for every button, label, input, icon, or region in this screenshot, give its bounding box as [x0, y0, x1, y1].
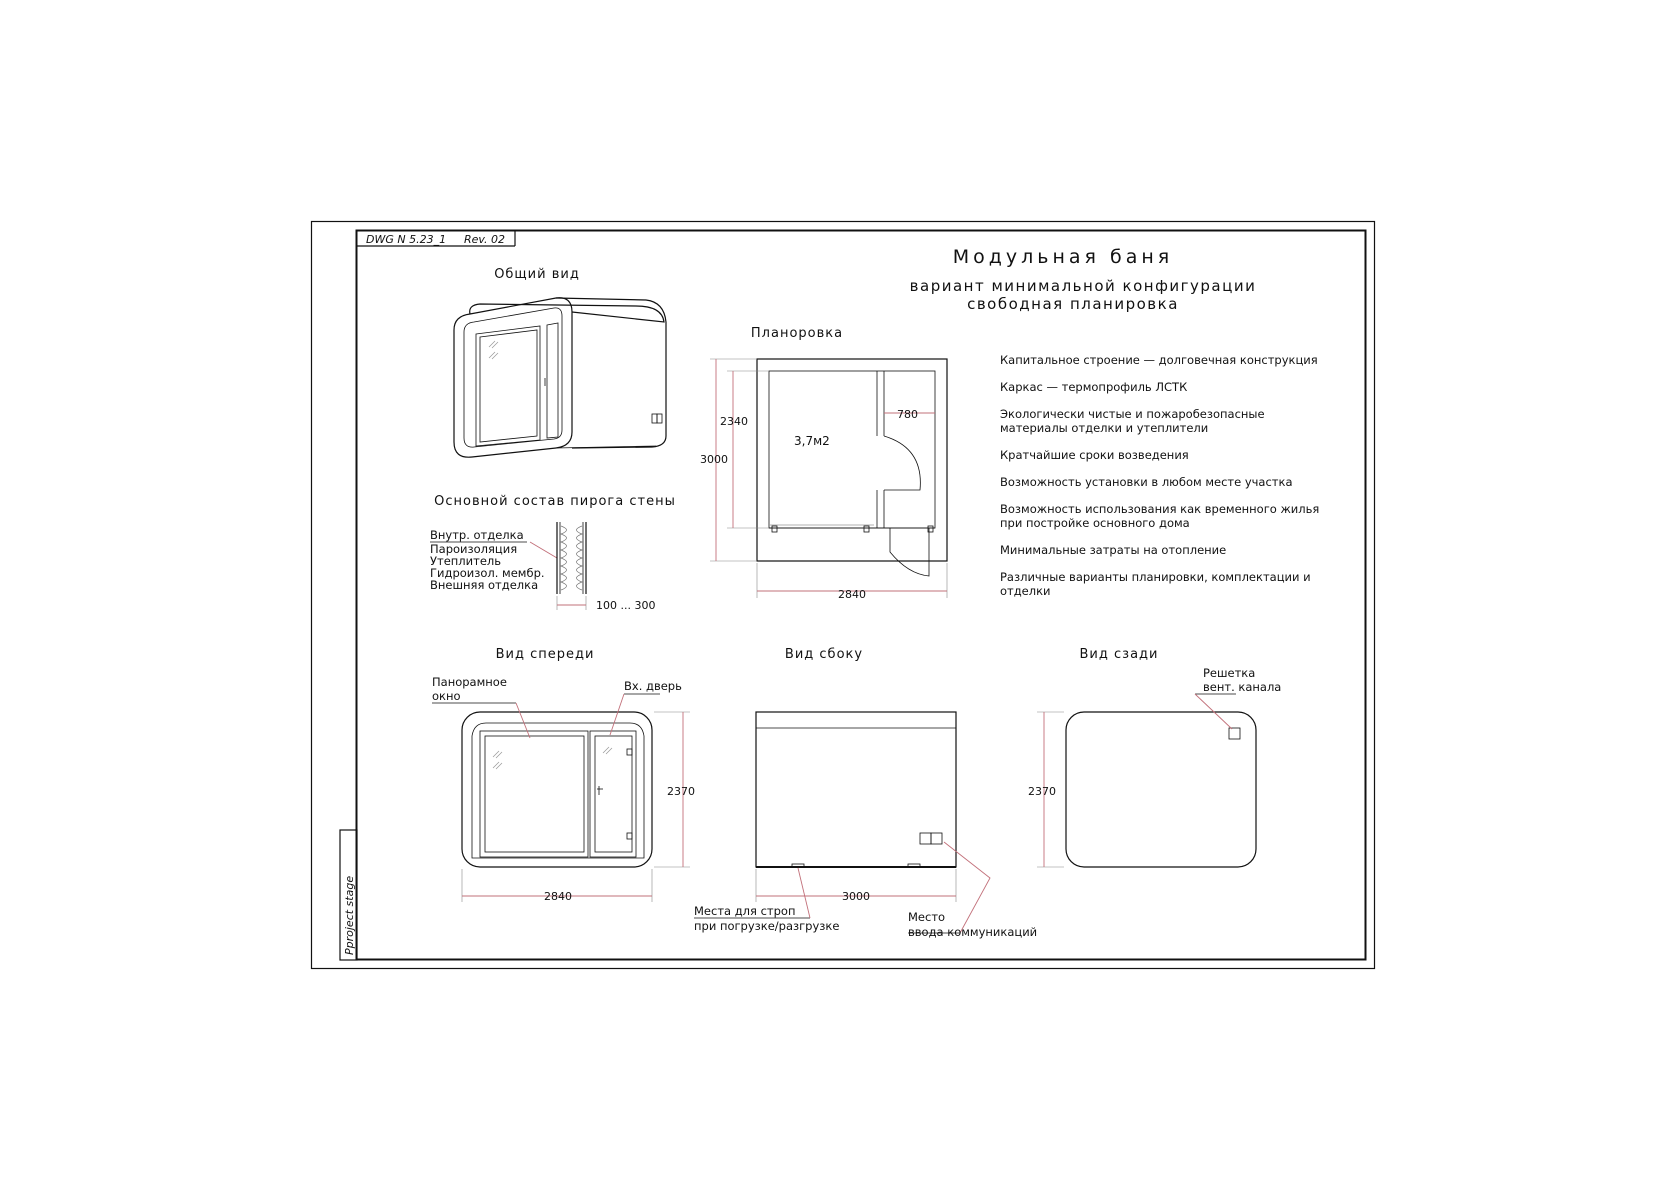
side-view-label: Вид сбоку — [784, 647, 864, 662]
feature-8-line-2: отделки — [1000, 584, 1051, 598]
general-view-label: Общий вид — [494, 267, 580, 282]
vent-grille-label-2: вент. канала — [1203, 680, 1282, 694]
wall-layer-1: Внутр. отделка — [430, 528, 524, 542]
wall-composition-label: Основной состав пирога стены — [434, 494, 676, 509]
subtitle-line-2: свободная планировка — [967, 295, 1179, 313]
slings-label-2: при погрузке/разгрузке — [694, 919, 840, 933]
page-title: Модульная баня — [952, 246, 1174, 268]
plan-label: Планоровка — [750, 326, 844, 341]
plan-area: 3,7м2 — [794, 434, 830, 448]
feature-7: Минимальные затраты на отопление — [1000, 543, 1227, 557]
plan-dim-height: 2340 — [720, 415, 748, 428]
feature-3-line-2: материалы отделки и утеплители — [1000, 421, 1209, 435]
utility-entry-label-1: Место — [908, 910, 946, 924]
front-dim-width: 2840 — [544, 890, 572, 903]
dwg-number: DWG N 5.23_1 — [366, 233, 447, 246]
plan-dim-width: 2840 — [838, 588, 866, 601]
front-view-label: Вид спереди — [495, 647, 595, 662]
stage-stamp — [340, 830, 357, 960]
wall-layer-2: Пароизоляция — [430, 542, 518, 556]
back-view-label: Вид сзади — [1079, 647, 1159, 662]
plan-dim-door: 780 — [897, 408, 918, 421]
features-list — [1000, 353, 1319, 598]
wall-layer-4: Гидроизол. мембр. — [430, 566, 545, 580]
front-view-drawing — [432, 694, 690, 902]
slings-label-1: Места для строп — [694, 904, 796, 918]
feature-5: Возможность установки в любом месте участка — [1000, 475, 1293, 489]
feature-8-line-1: Различные варианты планировки, комплектации и — [1000, 570, 1311, 584]
front-dim-height: 2370 — [667, 785, 695, 798]
utility-entry-label-2: ввода коммуникаций — [908, 925, 1038, 939]
plan-dim-total: 3000 — [700, 453, 728, 466]
entrance-door-label: Вх. дверь — [624, 679, 682, 693]
back-view-drawing — [1037, 694, 1256, 867]
wall-layer-5: Внешняя отделка — [430, 578, 539, 592]
feature-1: Капитальное строение — долговечная конструкция — [1000, 353, 1318, 367]
back-dim-height: 2370 — [1028, 785, 1056, 798]
feature-2: Каркас — термопрофиль ЛСТК — [1000, 380, 1188, 394]
feature-6-line-1: Возможность использования как временного жилья — [1000, 502, 1320, 516]
wall-layers-list — [430, 528, 545, 592]
feature-4: Кратчайшие сроки возведения — [1000, 448, 1189, 462]
subtitle-line-1: вариант минимальной конфигурации — [909, 277, 1257, 295]
panoramic-window-label-2: окно — [432, 689, 461, 703]
general-view-drawing — [454, 298, 666, 457]
feature-3-line-1: Экологически чистые и пожаробезопасные — [1000, 407, 1265, 421]
revision: Rev. 02 — [464, 233, 506, 246]
vent-grille-label-1: Решетка — [1203, 666, 1256, 680]
wall-layer-3: Утеплитель — [430, 554, 502, 568]
plan-drawing — [710, 359, 947, 598]
stamp-block — [357, 231, 515, 246]
wall-thickness: 100 ... 300 — [596, 599, 656, 612]
panoramic-window-label-1: Панорамное — [432, 675, 507, 689]
feature-6-line-2: при постройке основного дома — [1000, 516, 1190, 530]
side-dim-width: 3000 — [842, 890, 870, 903]
stage-label: Pproject stage — [343, 875, 356, 955]
